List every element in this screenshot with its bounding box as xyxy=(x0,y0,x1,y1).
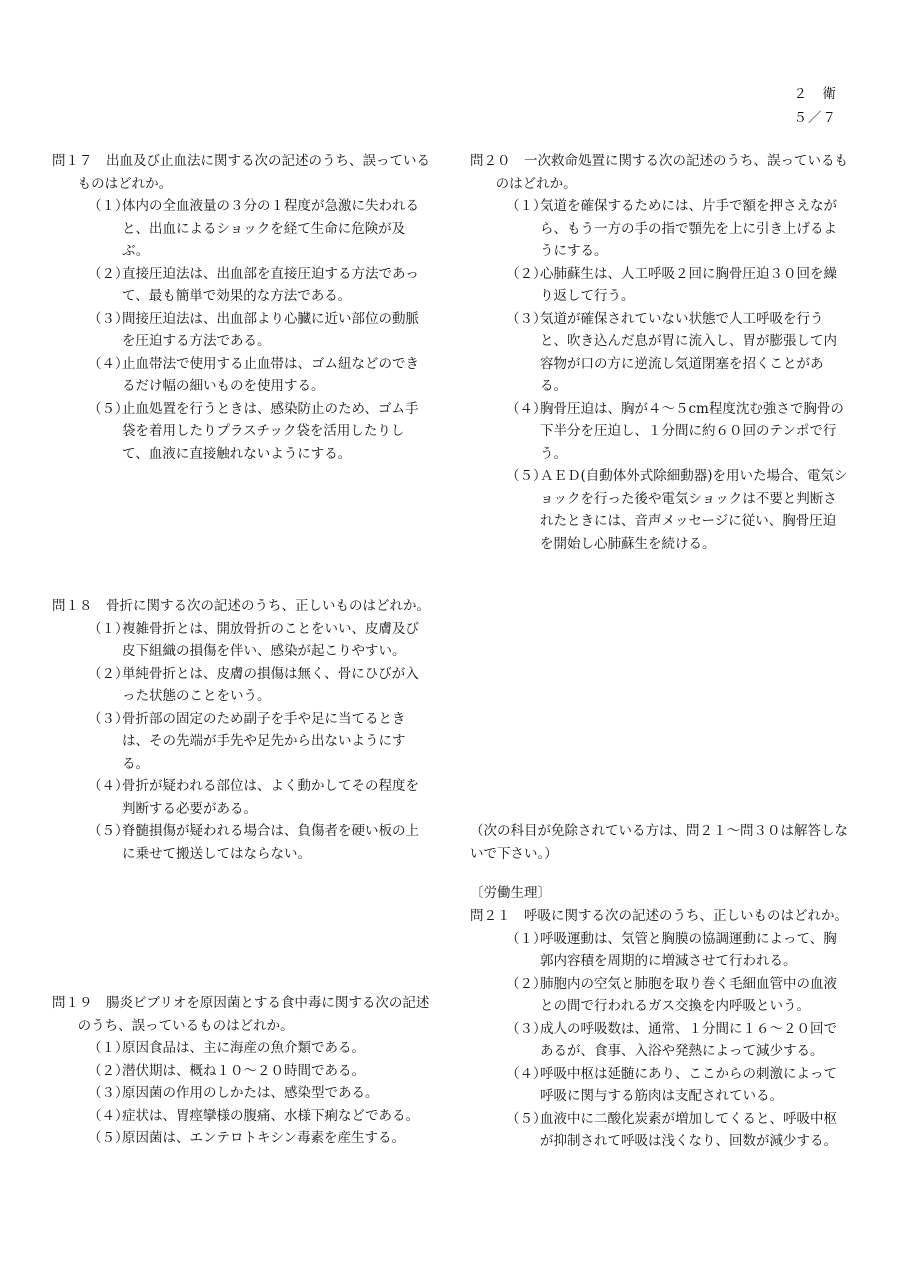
page-number: ５／７ xyxy=(793,110,837,126)
option xyxy=(506,928,848,973)
option-text: 気道が確保されていない状態で人工呼吸を行うと、吹き込んだ息が胃に流入し、胃が膨張して内容物が口の方に逆流し気道閉塞を招くことがある。 xyxy=(540,310,837,394)
question-stem xyxy=(470,905,848,928)
option-text: ＡＥＤ(自動体外式除細動器)を用いた場合、電気ショックを行った後や電気ショックは不要と判断されたときには、音声メッセージに従い、胸骨圧迫を開始し心肺蘇生を続ける。 xyxy=(540,468,848,552)
question-number: 問１７ xyxy=(52,153,93,169)
option-text: 複雑骨折とは、開放骨折のことをいい、皮膚及び皮下組織の損傷を伴い、感染が起こりやすい。 xyxy=(122,620,419,659)
option-text: 成人の呼吸数は、通常、１分間に１６～２０回であるが、食事、入浴や発熱によって減少する。 xyxy=(540,1020,837,1059)
option xyxy=(88,775,430,820)
option-number: （５） xyxy=(506,468,547,484)
question-stem xyxy=(52,595,430,618)
option-text: 胸骨圧迫は、胸が４～５cm程度沈む強さで胸骨の下半分を圧迫し、１分間に約６０回のテンポで行う。 xyxy=(540,400,844,462)
option-text: 肺胞内の空気と肺胞を取り巻く毛細血管中の血液との間で行われるガス交換を内呼吸という。 xyxy=(540,975,837,1014)
option-text: 呼吸運動は、気管と胸膜の協調運動によって、胸郭内容積を周期的に増減させて行われる。 xyxy=(540,930,837,969)
option-text: 止血帯法で使用する止血帯は、ゴム紐などのできるだけ幅の細いものを使用する。 xyxy=(122,355,419,394)
option-text: 原因食品は、主に海産の魚介類である。 xyxy=(122,1040,365,1056)
option-number: （２） xyxy=(506,975,547,992)
option-text: 原因菌は、エンテロトキシン毒素を産生する。 xyxy=(122,1130,406,1146)
option xyxy=(88,618,430,663)
option-text: 体内の全血液量の３分の１程度が急激に失われると、出血によるショックを経て生命に危険が及ぶ。 xyxy=(122,198,419,259)
option-number: （３） xyxy=(88,1085,129,1101)
option xyxy=(88,708,430,776)
option-number: （３） xyxy=(506,310,547,327)
option-text: 潜伏期は、概ね１０～２０時間である。 xyxy=(122,1062,365,1079)
option xyxy=(506,465,848,555)
option xyxy=(88,195,430,263)
option-text: 骨折部の固定のため副子を手や足に当てるときは、その先端が手先や足先から出ないようにする。 xyxy=(122,710,406,772)
option xyxy=(88,1037,430,1060)
question-number: 問２０ xyxy=(470,153,511,169)
option xyxy=(506,398,848,466)
question-number: 問１９ xyxy=(52,995,93,1011)
option xyxy=(88,663,430,708)
option xyxy=(506,263,848,308)
option xyxy=(88,263,430,308)
option-text: 単純骨折とは、皮膚の損傷は無く、骨にひびが入った状態のことをいう。 xyxy=(122,665,419,704)
question-text: 骨折に関する次の記述のうち、正しいものはどれか。 xyxy=(106,598,430,614)
option xyxy=(506,973,848,1018)
exemption-note: （次の科目が免除されている方は、問２１～問３０は解答しないで下さい。） xyxy=(470,823,848,862)
option xyxy=(506,308,848,398)
option-text: 症状は、胃痙攣様の腹痛、水様下痢などである。 xyxy=(122,1107,419,1124)
question-18 xyxy=(52,595,430,865)
option xyxy=(88,1105,430,1128)
question-text: 腸炎ビブリオを原因菌とする食中毒に関する次の記述のうち、誤っているものはどれか。 xyxy=(77,995,430,1034)
option-text: 血液中に二酸化炭素が増加してくると、呼吸中枢が抑制されて呼吸は浅くなり、回数が減少する。 xyxy=(540,1110,837,1149)
option-text: 心肺蘇生は、人工呼吸２回に胸骨圧迫３０回を繰り返して行う。 xyxy=(540,265,837,304)
option xyxy=(88,308,430,353)
subject-code: ２ 衛 xyxy=(793,86,837,102)
option xyxy=(88,1060,430,1083)
question-stem xyxy=(470,150,848,195)
question-stem xyxy=(52,992,430,1037)
option-number: （５） xyxy=(88,823,129,839)
option-text: 原因菌の作用のしかたは、感染型である。 xyxy=(122,1085,379,1101)
option-number: （１） xyxy=(506,198,547,214)
option-number: （１） xyxy=(506,930,547,947)
option-text: 骨折が疑われる部位は、よく動かしてその程度を判断する必要がある。 xyxy=(122,778,419,817)
question-20 xyxy=(470,150,848,555)
option-number: （４） xyxy=(88,355,129,372)
option xyxy=(506,1108,848,1153)
option-text: 間接圧迫法は、出血部より心臓に近い部位の動脈を圧迫する方法である。 xyxy=(122,310,419,349)
option-text: 気道を確保するためには、片手で額を押さえながら、もう一方の手の指で顎先を上に引き上げるようにする。 xyxy=(540,198,837,259)
option-number: （３） xyxy=(88,310,129,327)
question-17 xyxy=(52,150,430,465)
question-number: 問２１ xyxy=(470,908,511,924)
option-number: （４） xyxy=(88,778,129,794)
option xyxy=(506,1063,848,1108)
option-number: （４） xyxy=(506,400,547,417)
option xyxy=(88,820,430,865)
option-number: （４） xyxy=(506,1065,547,1082)
question-text: 呼吸に関する次の記述のうち、正しいものはどれか。 xyxy=(524,908,848,924)
option-number: （３） xyxy=(506,1020,547,1037)
option xyxy=(88,353,430,398)
option-number: （３） xyxy=(88,710,129,727)
option-text: 止血処置を行うときは、感染防止のため、ゴム手袋を着用したりプラスチック袋を活用したりして、血液に直接触れないようにする。 xyxy=(122,400,419,462)
option xyxy=(88,398,430,466)
option-number: （１） xyxy=(88,198,129,214)
option xyxy=(88,1127,430,1150)
question-stem xyxy=(52,150,430,195)
question-text: 出血及び止血法に関する次の記述のうち、誤っているものはどれか。 xyxy=(77,153,430,192)
option xyxy=(506,1018,848,1063)
option-number: （５） xyxy=(88,1130,129,1146)
option-number: （５） xyxy=(88,400,129,417)
option xyxy=(88,1082,430,1105)
question-number: 問１８ xyxy=(52,598,93,614)
option xyxy=(506,195,848,263)
option-text: 脊髄損傷が疑われる場合は、負傷者を硬い板の上に乗せて搬送してはならない。 xyxy=(122,823,419,862)
option-number: （２） xyxy=(88,665,129,682)
section-label: 〔労働生理〕 xyxy=(470,885,551,901)
option-number: （２） xyxy=(88,1062,129,1079)
option-number: （４） xyxy=(88,1107,129,1124)
question-21 xyxy=(470,905,848,1153)
option-text: 呼吸中枢は延髄にあり、ここからの刺激によって呼吸に関与する筋肉は支配されている。 xyxy=(540,1065,837,1104)
option-number: （２） xyxy=(88,265,129,282)
option-text: 直接圧迫法は、出血部を直接圧迫する方法であって、最も簡単で効果的な方法である。 xyxy=(122,265,419,304)
question-19 xyxy=(52,992,430,1150)
question-text: 一次救命処置に関する次の記述のうち、誤っているものはどれか。 xyxy=(495,153,848,192)
option-number: （１） xyxy=(88,1040,129,1056)
option-number: （１） xyxy=(88,620,129,637)
option-number: （２） xyxy=(506,265,547,282)
option-number: （５） xyxy=(506,1110,547,1127)
